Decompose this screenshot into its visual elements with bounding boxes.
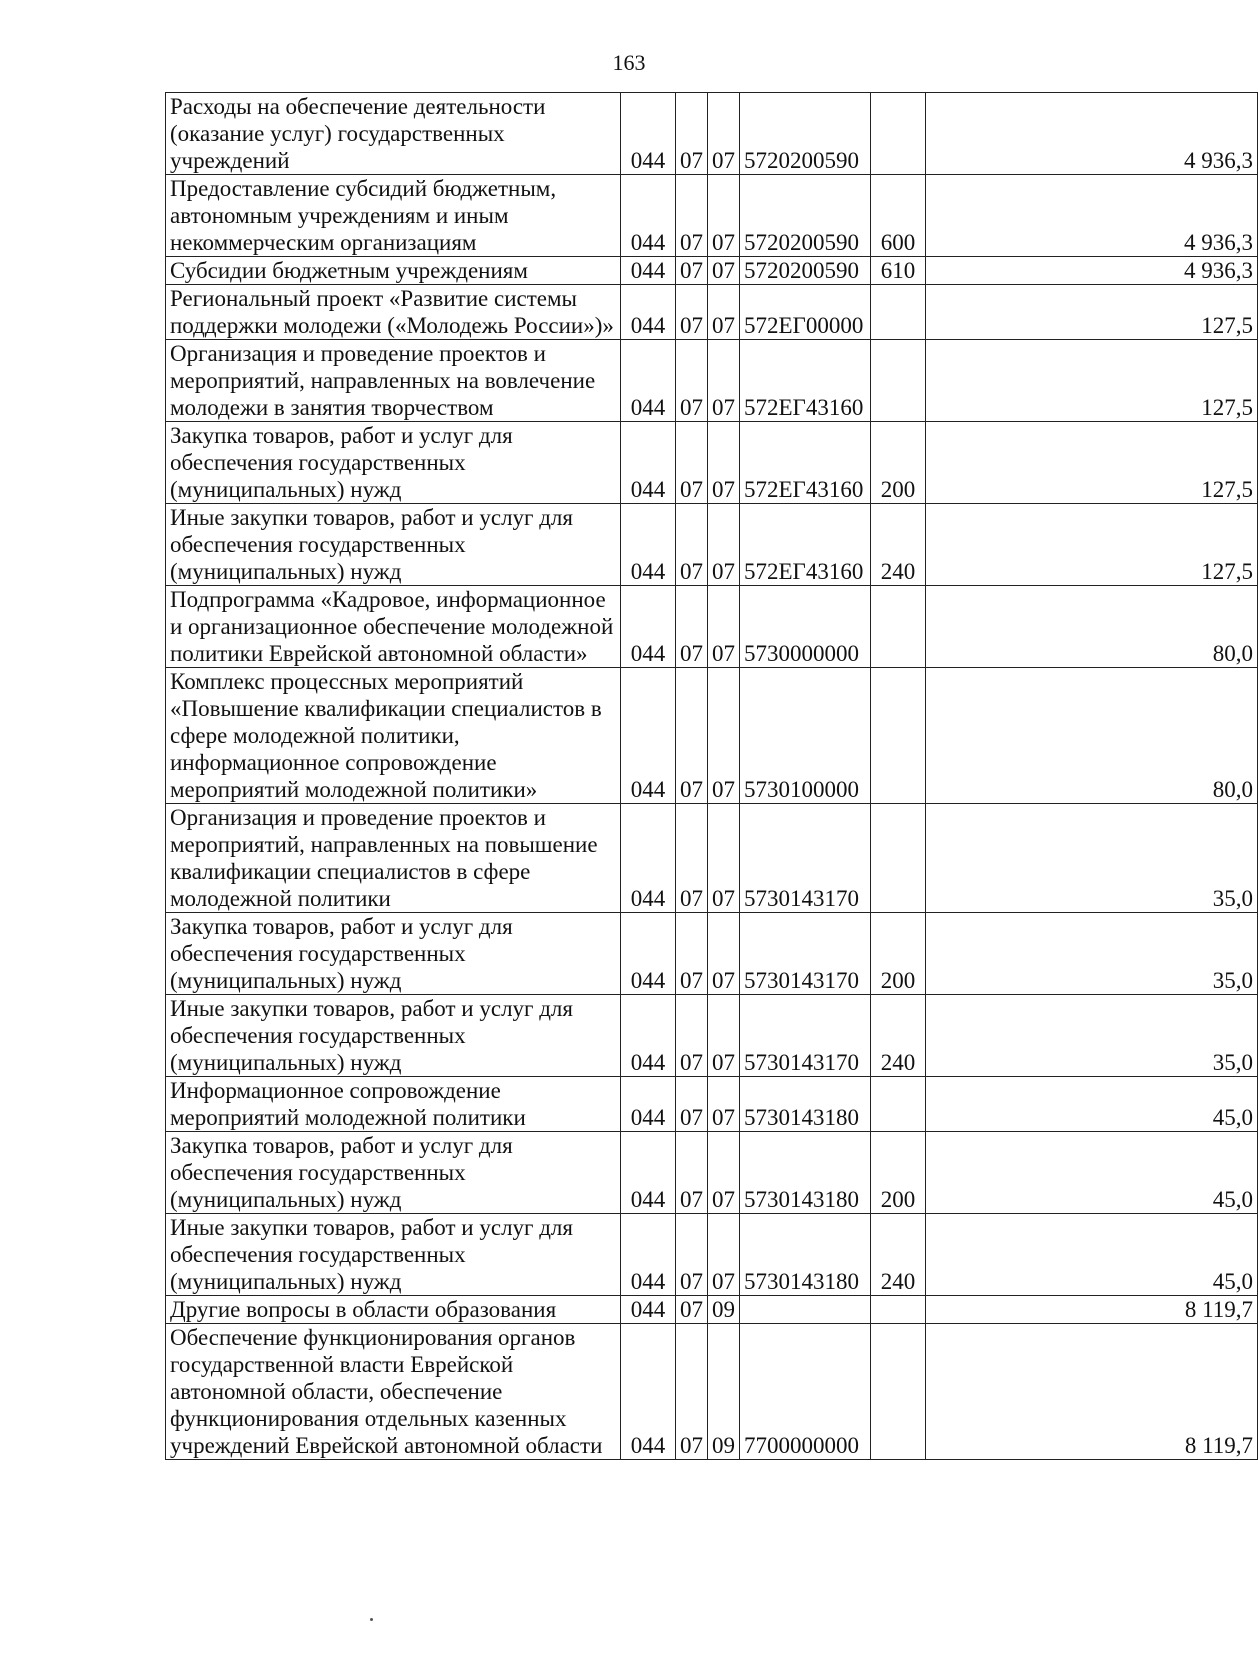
table-row: [166, 1077, 1258, 1132]
row-amount-cell: 80,0: [926, 668, 1258, 804]
row-glav-cell: 044: [621, 804, 676, 913]
row-section-cell: 07: [676, 422, 708, 504]
row-amount-cell: 35,0: [926, 804, 1258, 913]
row-glav-cell: 044: [621, 1077, 676, 1132]
row-amount-cell: 35,0: [926, 913, 1258, 995]
row-subsection-cell: 07: [708, 1132, 740, 1214]
row-subsection-cell: 07: [708, 668, 740, 804]
row-subsection-cell: 09: [708, 1296, 740, 1324]
row-expense-type-cell: [871, 586, 926, 668]
row-expense-type-cell: 600: [871, 175, 926, 257]
row-target-code-cell: 5730100000: [740, 668, 871, 804]
row-amount-cell: 80,0: [926, 586, 1258, 668]
row-target-code-cell: 572ЕГ43160: [740, 340, 871, 422]
row-name-cell: Расходы на обеспечение деятельности (оказание услуг) государственных учреждений: [166, 93, 621, 175]
row-name-cell: Региональный проект «Развитие системы поддержки молодежи («Молодежь России»)»: [166, 285, 621, 340]
row-amount-cell: 35,0: [926, 995, 1258, 1077]
table-row: [166, 1214, 1258, 1296]
row-section-cell: 07: [676, 285, 708, 340]
row-amount-cell: 127,5: [926, 422, 1258, 504]
row-name-cell: Организация и проведение проектов и мероприятий, направленных на повышение квалификации специалистов в сфере молодежной политики: [166, 804, 621, 913]
row-amount-cell: 127,5: [926, 504, 1258, 586]
row-target-code-cell: 5720200590: [740, 257, 871, 285]
budget-table-body: [166, 93, 1258, 1460]
row-amount-cell: 127,5: [926, 340, 1258, 422]
row-subsection-cell: 07: [708, 1214, 740, 1296]
row-section-cell: 07: [676, 1296, 708, 1324]
row-glav-cell: 044: [621, 995, 676, 1077]
row-amount-cell: 127,5: [926, 285, 1258, 340]
row-name-cell: Предоставление субсидий бюджетным, автономным учреждениям и иным некоммерческим организациям: [166, 175, 621, 257]
row-name-cell: Субсидии бюджетным учреждениям: [166, 257, 621, 285]
table-row: [166, 668, 1258, 804]
row-target-code-cell: 5730143180: [740, 1132, 871, 1214]
row-expense-type-cell: [871, 1077, 926, 1132]
row-amount-cell: 4 936,3: [926, 175, 1258, 257]
row-expense-type-cell: 200: [871, 913, 926, 995]
row-section-cell: 07: [676, 504, 708, 586]
row-name-cell: Организация и проведение проектов и мероприятий, направленных на вовлечение молодежи в занятия творчеством: [166, 340, 621, 422]
row-glav-cell: 044: [621, 504, 676, 586]
row-subsection-cell: 07: [708, 586, 740, 668]
row-section-cell: 07: [676, 586, 708, 668]
row-amount-cell: 8 119,7: [926, 1324, 1258, 1460]
row-name-cell: Подпрограмма «Кадровое, информационное и организационное обеспечение молодежной политики Еврейской автономной области»: [166, 586, 621, 668]
row-expense-type-cell: [871, 93, 926, 175]
row-expense-type-cell: 610: [871, 257, 926, 285]
row-subsection-cell: 07: [708, 422, 740, 504]
row-section-cell: 07: [676, 1077, 708, 1132]
row-expense-type-cell: 240: [871, 995, 926, 1077]
row-section-cell: 07: [676, 93, 708, 175]
table-row: [166, 422, 1258, 504]
row-target-code-cell: 5720200590: [740, 175, 871, 257]
row-target-code-cell: 572ЕГ43160: [740, 422, 871, 504]
row-glav-cell: 044: [621, 93, 676, 175]
row-name-cell: Обеспечение функционирования органов государственной власти Еврейской автономной области, обеспечение функционирования отдельных казенных учреждений Еврейской автономной области: [166, 1324, 621, 1460]
row-amount-cell: 4 936,3: [926, 93, 1258, 175]
row-target-code-cell: 572ЕГ43160: [740, 504, 871, 586]
row-target-code-cell: 5730143170: [740, 995, 871, 1077]
row-section-cell: 07: [676, 668, 708, 804]
row-expense-type-cell: 200: [871, 422, 926, 504]
row-section-cell: 07: [676, 804, 708, 913]
row-target-code-cell: [740, 1296, 871, 1324]
row-glav-cell: 044: [621, 1214, 676, 1296]
row-section-cell: 07: [676, 1214, 708, 1296]
table-row: [166, 285, 1258, 340]
table-row: [166, 586, 1258, 668]
row-glav-cell: 044: [621, 586, 676, 668]
row-amount-cell: 45,0: [926, 1077, 1258, 1132]
row-target-code-cell: 5720200590: [740, 93, 871, 175]
row-expense-type-cell: [871, 285, 926, 340]
table-row: [166, 257, 1258, 285]
table-row: [166, 1324, 1258, 1460]
row-expense-type-cell: [871, 1296, 926, 1324]
table-row: [166, 1132, 1258, 1214]
row-target-code-cell: 5730143180: [740, 1214, 871, 1296]
row-glav-cell: 044: [621, 340, 676, 422]
row-name-cell: Закупка товаров, работ и услуг для обеспечения государственных (муниципальных) нужд: [166, 1132, 621, 1214]
table-row: [166, 93, 1258, 175]
row-name-cell: Закупка товаров, работ и услуг для обеспечения государственных (муниципальных) нужд: [166, 422, 621, 504]
row-amount-cell: 4 936,3: [926, 257, 1258, 285]
budget-table: [165, 92, 1258, 1460]
row-subsection-cell: 07: [708, 504, 740, 586]
row-subsection-cell: 07: [708, 913, 740, 995]
table-row: [166, 1296, 1258, 1324]
row-section-cell: 07: [676, 340, 708, 422]
row-target-code-cell: 5730143170: [740, 913, 871, 995]
row-expense-type-cell: 240: [871, 1214, 926, 1296]
row-subsection-cell: 07: [708, 93, 740, 175]
row-name-cell: Закупка товаров, работ и услуг для обеспечения государственных (муниципальных) нужд: [166, 913, 621, 995]
row-subsection-cell: 09: [708, 1324, 740, 1460]
row-name-cell: Другие вопросы в области образования: [166, 1296, 621, 1324]
row-subsection-cell: 07: [708, 285, 740, 340]
row-glav-cell: 044: [621, 1324, 676, 1460]
row-section-cell: 07: [676, 913, 708, 995]
row-glav-cell: 044: [621, 175, 676, 257]
row-amount-cell: 45,0: [926, 1132, 1258, 1214]
row-name-cell: Иные закупки товаров, работ и услуг для обеспечения государственных (муниципальных) нужд: [166, 995, 621, 1077]
row-section-cell: 07: [676, 257, 708, 285]
row-expense-type-cell: [871, 1324, 926, 1460]
row-name-cell: Информационное сопровождение мероприятий молодежной политики: [166, 1077, 621, 1132]
table-row: [166, 804, 1258, 913]
row-glav-cell: 044: [621, 668, 676, 804]
row-expense-type-cell: 200: [871, 1132, 926, 1214]
row-target-code-cell: 5730143180: [740, 1077, 871, 1132]
row-section-cell: 07: [676, 995, 708, 1077]
row-section-cell: 07: [676, 1132, 708, 1214]
row-target-code-cell: 572ЕГ00000: [740, 285, 871, 340]
row-name-cell: Иные закупки товаров, работ и услуг для обеспечения государственных (муниципальных) нужд: [166, 1214, 621, 1296]
row-amount-cell: 45,0: [926, 1214, 1258, 1296]
row-name-cell: Иные закупки товаров, работ и услуг для обеспечения государственных (муниципальных) нужд: [166, 504, 621, 586]
row-subsection-cell: 07: [708, 257, 740, 285]
table-row: [166, 995, 1258, 1077]
table-row: [166, 913, 1258, 995]
row-section-cell: 07: [676, 175, 708, 257]
row-expense-type-cell: [871, 340, 926, 422]
table-row: [166, 340, 1258, 422]
row-expense-type-cell: [871, 668, 926, 804]
row-expense-type-cell: [871, 804, 926, 913]
row-glav-cell: 044: [621, 285, 676, 340]
row-amount-cell: 8 119,7: [926, 1296, 1258, 1324]
row-glav-cell: 044: [621, 1296, 676, 1324]
row-subsection-cell: 07: [708, 340, 740, 422]
row-section-cell: 07: [676, 1324, 708, 1460]
row-target-code-cell: 5730000000: [740, 586, 871, 668]
scan-speck: [370, 1618, 373, 1621]
row-glav-cell: 044: [621, 257, 676, 285]
row-glav-cell: 044: [621, 1132, 676, 1214]
row-glav-cell: 044: [621, 913, 676, 995]
row-subsection-cell: 07: [708, 175, 740, 257]
row-subsection-cell: 07: [708, 995, 740, 1077]
row-glav-cell: 044: [621, 422, 676, 504]
table-row: [166, 175, 1258, 257]
page-number: 163: [612, 50, 646, 75]
row-target-code-cell: 7700000000: [740, 1324, 871, 1460]
row-subsection-cell: 07: [708, 804, 740, 913]
row-name-cell: Комплекс процессных мероприятий «Повышение квалификации специалистов в сфере молодежной политики, информационное сопровождение мероприятий молодежной политики»: [166, 668, 621, 804]
row-expense-type-cell: 240: [871, 504, 926, 586]
row-subsection-cell: 07: [708, 1077, 740, 1132]
table-row: [166, 504, 1258, 586]
row-target-code-cell: 5730143170: [740, 804, 871, 913]
